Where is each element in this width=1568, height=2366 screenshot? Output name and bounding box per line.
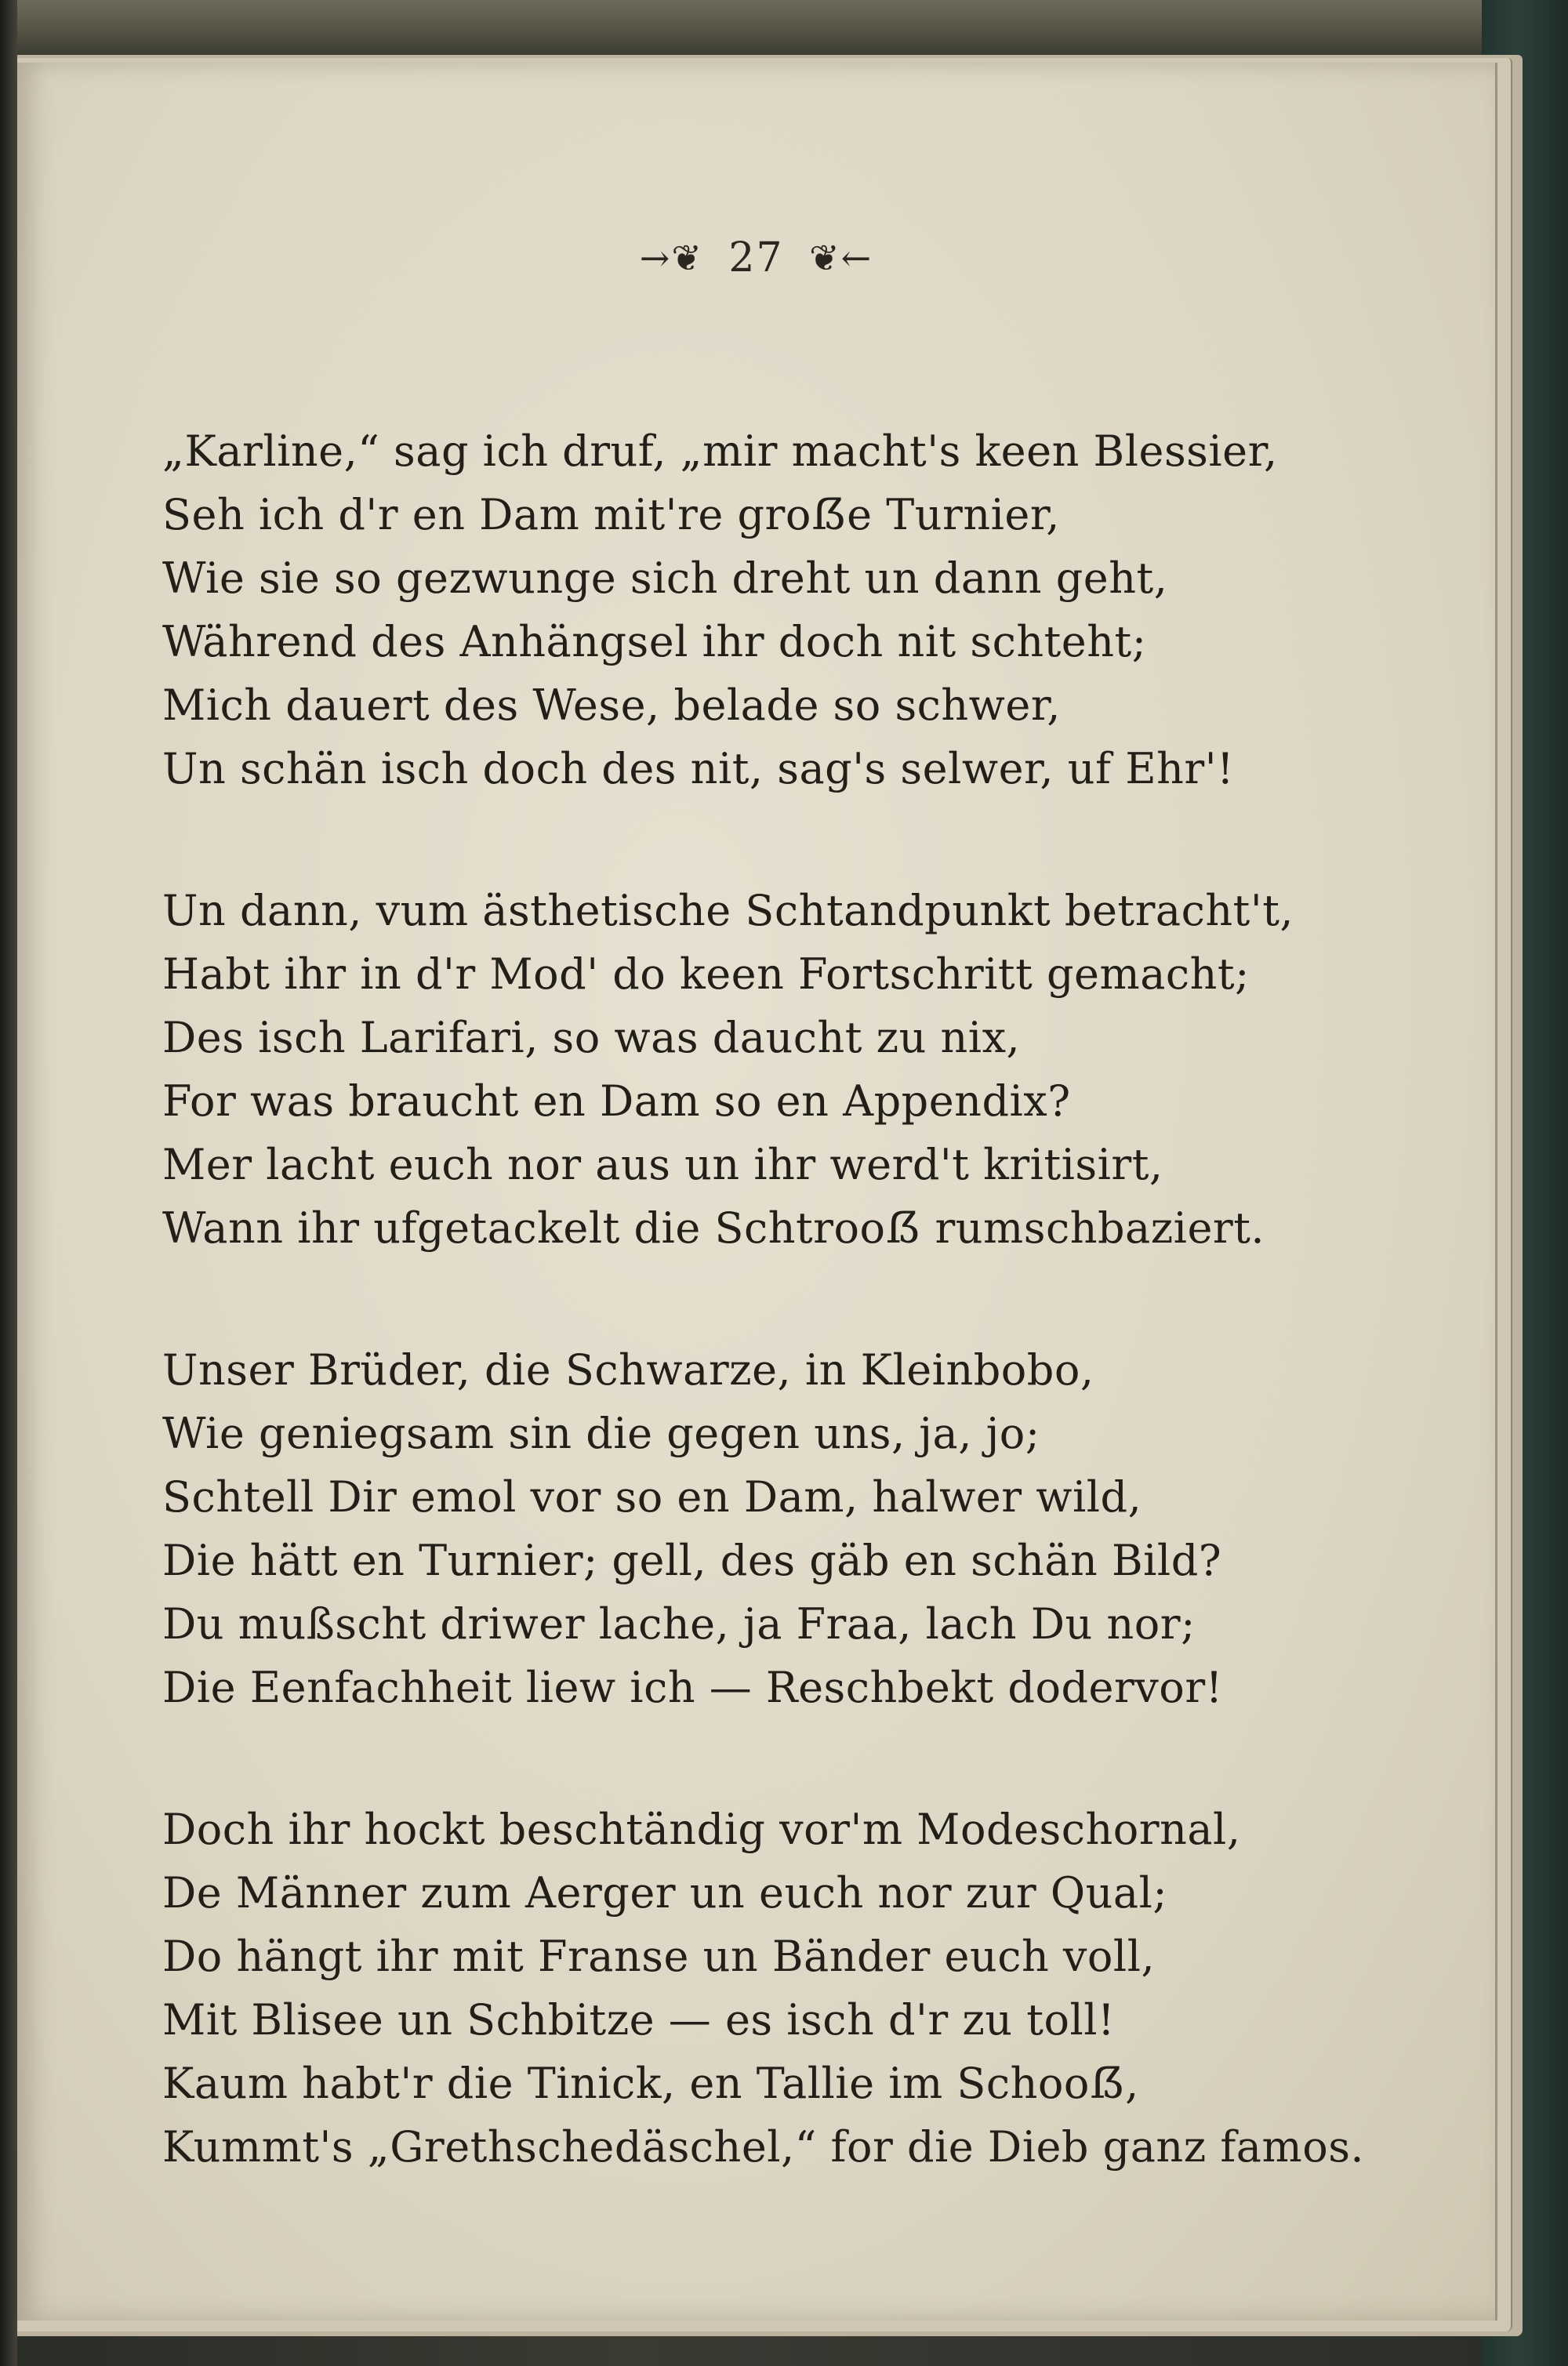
- book-page: [17, 63, 1497, 2321]
- poem-line: Die Eenfachheit liew ich — Reschbekt dodervor!: [162, 1663, 1223, 1712]
- poem-line: Wie sie so gezwunge sich dreht un dann geht,: [162, 553, 1168, 603]
- ornament-right-icon: ❦←: [809, 236, 873, 279]
- ornament-left-icon: →❦: [639, 236, 703, 279]
- stanza: [162, 1798, 1401, 2179]
- poem-line: Die hätt en Turnier; gell, des gäb en schän Bild?: [162, 1536, 1222, 1585]
- stanza: [162, 419, 1401, 800]
- poem-body: [162, 419, 1401, 2257]
- stanza: [162, 1338, 1401, 1719]
- poem-line: Doch ihr hockt beschtändig vor'm Modeschornal,: [162, 1805, 1241, 1854]
- page-number: 27: [728, 234, 784, 281]
- poem-line: Schtell Dir emol vor so en Dam, halwer wild,: [162, 1472, 1142, 1522]
- book-top-edge: [0, 0, 1568, 55]
- book-gutter: [0, 0, 17, 2366]
- poem-line: Mich dauert des Wese, belade so schwer,: [162, 680, 1061, 730]
- poem-line: Wie geniegsam sin die gegen uns, ja, jo;: [162, 1409, 1040, 1458]
- poem-line: Un dann, vum ästhetische Schtandpunkt betracht't,: [162, 886, 1294, 935]
- poem-line: Des isch Larifari, so was daucht zu nix,: [162, 1013, 1021, 1062]
- poem-line: Seh ich d'r en Dam mit're groẞe Turnier,: [162, 490, 1060, 539]
- poem-line: Wann ihr ufgetackelt die Schtrooẞ rumschbaziert.: [162, 1203, 1265, 1253]
- poem-line: Kaum habt'r die Tinick, en Tallie im Schooẞ,: [162, 2059, 1139, 2108]
- stanza: [162, 879, 1401, 1260]
- poem-line: De Männer zum Aerger un euch nor zur Qual;: [162, 1868, 1168, 1918]
- poem-line: For was braucht en Dam so en Appendix?: [162, 1076, 1071, 1126]
- poem-line: Unser Brüder, die Schwarze, in Kleinbobo,: [162, 1345, 1094, 1395]
- poem-line: „Karline,“ sag ich druf, „mir macht's keen Blessier,: [162, 426, 1278, 476]
- poem-line: Mer lacht euch nor aus un ihr werd't kritisirt,: [162, 1140, 1163, 1189]
- poem-line: Während des Anhängsel ihr doch nit schteht;: [162, 617, 1147, 666]
- poem-line: Do hängt ihr mit Franse un Bänder euch voll,: [162, 1932, 1156, 1981]
- poem-line: Mit Blisee un Schbitze — es isch d'r zu toll!: [162, 1995, 1116, 2045]
- poem-line: Du mußscht driwer lache, ja Fraa, lach Du nor;: [162, 1599, 1196, 1649]
- poem-line: Un schän isch doch des nit, sag's selwer, uf Ehr'!: [162, 744, 1235, 793]
- poem-line: Habt ihr in d'r Mod' do keen Fortschritt gemacht;: [162, 949, 1250, 999]
- poem-line: Kummt's „Grethschedäschel,“ for die Dieb ganz famos.: [162, 2122, 1365, 2172]
- page-header: [17, 231, 1495, 281]
